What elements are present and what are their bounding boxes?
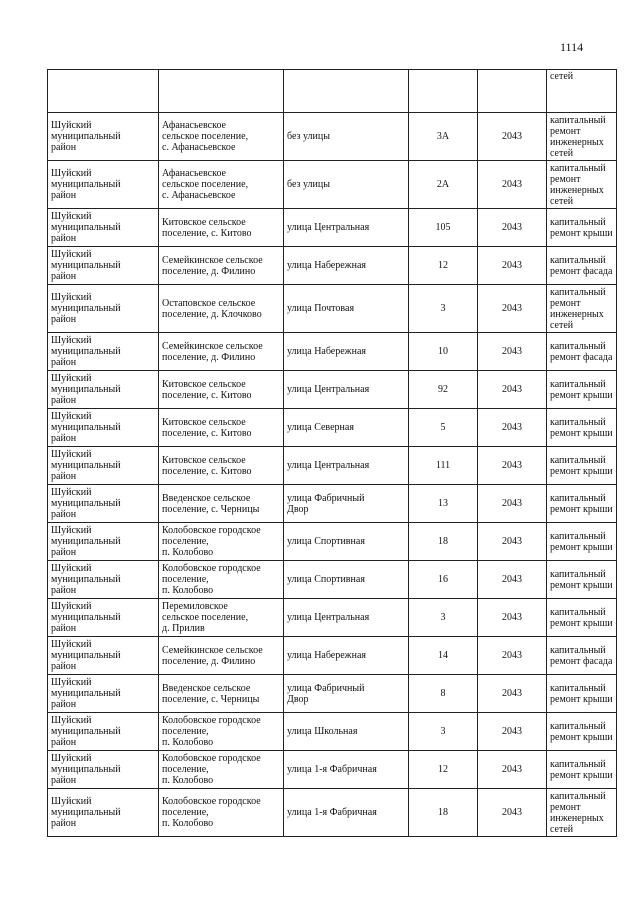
table-row (48, 599, 617, 637)
year-cell-text: 2043 (502, 346, 522, 357)
work-type-cell-text: капитальный ремонт крыши (550, 758, 613, 781)
settlement-cell-text: Колобовское городское поселение, п. Колобово (162, 525, 261, 558)
street-cell-text: улица Спортивная (287, 574, 365, 585)
year-cell (478, 113, 547, 161)
year-cell (478, 371, 547, 409)
street-cell (284, 447, 409, 485)
settlement-cell-text: Колобовское городское поселение, п. Колобово (162, 753, 261, 786)
street-cell (284, 371, 409, 409)
settlement-cell (159, 447, 284, 485)
table-row (48, 113, 617, 161)
district-cell (48, 637, 159, 675)
work-type-cell (547, 789, 617, 837)
street-cell (284, 599, 409, 637)
district-cell (48, 333, 159, 371)
district-cell (48, 485, 159, 523)
work-type-cell (547, 675, 617, 713)
settlement-cell (159, 113, 284, 161)
street-cell-text: улица Центральная (287, 460, 370, 471)
work-type-cell-text: капитальный ремонт крыши (550, 720, 613, 743)
house-cell-text: 18 (438, 807, 448, 818)
district-cell (48, 675, 159, 713)
year-cell-text: 2043 (502, 222, 522, 233)
district-cell-text: Шуйский муниципальный район (51, 677, 121, 710)
table-row (48, 485, 617, 523)
settlement-cell (159, 70, 284, 113)
house-cell (409, 209, 478, 247)
district-cell-text: Шуйский муниципальный район (51, 449, 121, 482)
settlement-cell-text: Семейкинское сельское поселение, д. Филино (162, 254, 263, 277)
table-row (48, 751, 617, 789)
house-cell (409, 161, 478, 209)
work-type-cell (547, 637, 617, 675)
street-cell (284, 485, 409, 523)
house-cell (409, 371, 478, 409)
house-cell (409, 675, 478, 713)
street-cell (284, 209, 409, 247)
table-body (48, 70, 617, 837)
table-row (48, 333, 617, 371)
settlement-cell (159, 371, 284, 409)
year-cell (478, 409, 547, 447)
district-cell (48, 285, 159, 333)
street-cell (284, 113, 409, 161)
year-cell (478, 285, 547, 333)
settlement-cell-text: Колобовское городское поселение, п. Колобово (162, 715, 261, 748)
street-cell-text: улица 1-я Фабричная (287, 807, 377, 818)
year-cell-text: 2043 (502, 498, 522, 509)
table-row-continued (48, 70, 617, 113)
table-row (48, 561, 617, 599)
work-type-cell-text: капитальный ремонт фасада (550, 254, 613, 277)
house-cell-text: 3А (436, 131, 450, 142)
district-cell-text: Шуйский муниципальный район (51, 639, 121, 672)
work-type-cell (547, 485, 617, 523)
settlement-cell (159, 333, 284, 371)
year-cell-text: 2043 (502, 650, 522, 661)
work-type-cell (547, 447, 617, 485)
year-cell (478, 209, 547, 247)
year-cell-text: 2043 (502, 260, 522, 271)
settlement-cell (159, 751, 284, 789)
house-cell-text: 3 (440, 612, 446, 623)
work-type-cell-text: капитальный ремонт инженерных сетей (550, 114, 606, 159)
work-type-cell-text: капитальный ремонт крыши (550, 416, 613, 439)
settlement-cell-text: Китовское сельское поселение, с. Китово (162, 378, 252, 401)
work-type-cell (547, 285, 617, 333)
year-cell (478, 789, 547, 837)
work-type-cell-text: капитальный ремонт инженерных сетей (550, 286, 606, 331)
settlement-cell (159, 485, 284, 523)
district-cell (48, 409, 159, 447)
house-cell-text: 12 (438, 260, 448, 271)
work-type-cell (547, 333, 617, 371)
street-cell (284, 247, 409, 285)
settlement-cell (159, 523, 284, 561)
work-type-cell (547, 599, 617, 637)
settlement-cell (159, 599, 284, 637)
district-cell-text: Шуйский муниципальный район (51, 292, 121, 325)
year-cell (478, 161, 547, 209)
house-cell (409, 561, 478, 599)
year-cell (478, 447, 547, 485)
house-cell-text: 5 (440, 422, 446, 433)
work-type-cell (547, 713, 617, 751)
settlement-cell-text: Китовское сельское поселение, с. Китово (162, 216, 252, 239)
page-number: 1114 (560, 40, 584, 54)
year-cell (478, 713, 547, 751)
house-cell (409, 447, 478, 485)
table-row (48, 409, 617, 447)
repair-schedule-table (47, 69, 617, 837)
year-cell-text: 2043 (502, 422, 522, 433)
street-cell-text: улица Фабричный Двор (287, 492, 365, 515)
house-cell-text: 92 (438, 384, 448, 395)
year-cell (478, 599, 547, 637)
street-cell-text: улица Северная (287, 422, 354, 433)
house-cell-text: 16 (438, 574, 448, 585)
district-cell (48, 209, 159, 247)
district-cell-text: Шуйский муниципальный район (51, 715, 121, 748)
year-cell-text: 2043 (502, 574, 522, 585)
settlement-cell-text: Введенское сельское поселение, с. Черницы (162, 682, 260, 705)
street-cell-text: без улицы (287, 179, 330, 190)
settlement-cell (159, 713, 284, 751)
street-cell-text: улица Набережная (287, 346, 366, 357)
year-cell (478, 247, 547, 285)
work-type-cell (547, 561, 617, 599)
settlement-cell-text: Китовское сельское поселение, с. Китово (162, 454, 252, 477)
table-row (48, 713, 617, 751)
table-row (48, 447, 617, 485)
house-cell (409, 599, 478, 637)
district-cell-text: Шуйский муниципальный район (51, 211, 121, 244)
year-cell (478, 523, 547, 561)
year-cell (478, 675, 547, 713)
street-cell-text: улица Почтовая (287, 303, 355, 314)
work-type-cell-text: капитальный ремонт крыши (550, 216, 613, 239)
district-cell (48, 70, 159, 113)
house-cell-text: 105 (435, 222, 451, 233)
district-cell-text: Шуйский муниципальный район (51, 796, 121, 829)
district-cell (48, 161, 159, 209)
table-row (48, 209, 617, 247)
street-cell-text: улица 1-я Фабричная (287, 764, 377, 775)
street-cell-text: улица Набережная (287, 650, 366, 661)
district-cell-text: Шуйский муниципальный район (51, 563, 121, 596)
table-row (48, 285, 617, 333)
street-cell (284, 333, 409, 371)
district-cell-text: Шуйский муниципальный район (51, 249, 121, 282)
house-cell (409, 113, 478, 161)
year-cell-text: 2043 (502, 807, 522, 818)
street-cell (284, 561, 409, 599)
year-cell-text: 2043 (502, 460, 522, 471)
settlement-cell (159, 285, 284, 333)
district-cell-text: Шуйский муниципальный район (51, 373, 121, 406)
district-cell (48, 247, 159, 285)
settlement-cell-text: Афанасьевское сельское поселение, с. Афанасьевское (162, 168, 249, 201)
settlement-cell (159, 675, 284, 713)
work-type-cell-text: капитальный ремонт крыши (550, 530, 613, 553)
table-row (48, 161, 617, 209)
street-cell-text: улица Набережная (287, 260, 366, 271)
year-cell-text: 2043 (502, 726, 522, 737)
year-cell (478, 561, 547, 599)
year-cell (478, 333, 547, 371)
street-cell-text: улица Спортивная (287, 536, 365, 547)
work-type-cell-text: капитальный ремонт крыши (550, 682, 613, 705)
district-cell (48, 371, 159, 409)
settlement-cell-text: Колобовское городское поселение, п. Колобово (162, 796, 261, 829)
street-cell (284, 285, 409, 333)
district-cell (48, 113, 159, 161)
house-cell (409, 523, 478, 561)
year-cell-text: 2043 (502, 688, 522, 699)
district-cell-text: Шуйский муниципальный район (51, 601, 121, 634)
settlement-cell (159, 789, 284, 837)
settlement-cell (159, 637, 284, 675)
year-cell-text: 2043 (502, 384, 522, 395)
district-cell-text: Шуйский муниципальный район (51, 411, 121, 444)
settlement-cell-text: Семейкинское сельское поселение, д. Филино (162, 644, 263, 667)
house-cell (409, 70, 478, 113)
table-row (48, 523, 617, 561)
table-row (48, 247, 617, 285)
house-cell-text: 12 (438, 764, 448, 775)
house-cell-text: 3 (440, 726, 446, 737)
street-cell-text: улица Центральная (287, 612, 370, 623)
house-cell (409, 333, 478, 371)
district-cell-text: Шуйский муниципальный район (51, 168, 121, 201)
work-type-cell: сетей (547, 70, 617, 113)
year-cell-text: 2043 (502, 303, 522, 314)
district-cell-text: Шуйский муниципальный район (51, 335, 121, 368)
district-cell-text: Шуйский муниципальный район (51, 525, 121, 558)
work-type-cell (547, 751, 617, 789)
settlement-cell-text: Колобовское городское поселение, п. Колобово (162, 563, 261, 596)
table-row (48, 637, 617, 675)
street-cell-text: улица Центральная (287, 384, 370, 395)
year-cell (478, 70, 547, 113)
street-cell (284, 70, 409, 113)
house-cell (409, 637, 478, 675)
work-type-cell (547, 161, 617, 209)
work-type-cell (547, 371, 617, 409)
street-cell (284, 523, 409, 561)
work-type-cell (547, 523, 617, 561)
settlement-cell (159, 409, 284, 447)
district-cell (48, 751, 159, 789)
house-cell (409, 247, 478, 285)
work-type-cell-text: капитальный ремонт фасада (550, 340, 613, 363)
street-cell-text: без улицы (287, 131, 330, 142)
work-type-cell-text: капитальный ремонт крыши (550, 606, 613, 629)
house-cell-text: 8 (440, 688, 446, 699)
table-row (48, 789, 617, 837)
street-cell (284, 409, 409, 447)
year-cell (478, 637, 547, 675)
settlement-cell-text: Введенское сельское поселение, с. Черницы (162, 492, 260, 515)
house-cell (409, 409, 478, 447)
settlement-cell-text: Перемиловское сельское поселение, д. Прилив (162, 601, 249, 634)
street-cell (284, 713, 409, 751)
house-cell-text: 14 (438, 650, 448, 661)
year-cell-text: 2043 (502, 536, 522, 547)
work-type-cell (547, 113, 617, 161)
house-cell-text: 2А (436, 179, 450, 190)
street-cell (284, 675, 409, 713)
work-type-cell-text: капитальный ремонт инженерных сетей (550, 162, 606, 207)
year-cell (478, 751, 547, 789)
street-cell (284, 751, 409, 789)
work-type-cell-text: капитальный ремонт крыши (550, 568, 613, 591)
settlement-cell (159, 247, 284, 285)
work-type-cell-text: капитальный ремонт инженерных сетей (550, 790, 606, 835)
street-cell-text: улица Школьная (287, 726, 358, 737)
house-cell (409, 485, 478, 523)
work-type-cell (547, 247, 617, 285)
work-type-cell-text: капитальный ремонт фасада (550, 644, 613, 667)
house-cell-text: 18 (438, 536, 448, 547)
street-cell (284, 637, 409, 675)
district-cell-text: Шуйский муниципальный район (51, 753, 121, 786)
work-type-cell (547, 409, 617, 447)
district-cell (48, 523, 159, 561)
district-cell (48, 447, 159, 485)
house-cell-text: 10 (438, 346, 448, 357)
district-cell (48, 713, 159, 751)
work-type-cell-text: капитальный ремонт крыши (550, 454, 613, 477)
house-cell (409, 713, 478, 751)
house-cell-text: 13 (438, 498, 448, 509)
settlement-cell (159, 161, 284, 209)
street-cell (284, 789, 409, 837)
district-cell-text: Шуйский муниципальный район (51, 487, 121, 520)
house-cell (409, 285, 478, 333)
district-cell (48, 561, 159, 599)
district-cell-text: Шуйский муниципальный район (51, 120, 121, 153)
year-cell-text: 2043 (502, 612, 522, 623)
work-type-cell-text: капитальный ремонт крыши (550, 492, 613, 515)
year-cell (478, 485, 547, 523)
street-cell (284, 161, 409, 209)
table-row (48, 371, 617, 409)
work-type-cell (547, 209, 617, 247)
settlement-cell-text: Китовское сельское поселение, с. Китово (162, 416, 252, 439)
street-cell-text: улица Центральная (287, 222, 370, 233)
settlement-cell-text: Остаповское сельское поселение, д. Клочково (162, 297, 262, 320)
year-cell-text: 2043 (502, 131, 522, 142)
house-cell-text: 111 (435, 460, 451, 471)
house-cell-text: 3 (440, 303, 446, 314)
house-cell (409, 751, 478, 789)
year-cell-text: 2043 (502, 179, 522, 190)
settlement-cell-text: Семейкинское сельское поселение, д. Филино (162, 340, 263, 363)
settlement-cell (159, 209, 284, 247)
work-type-cell-text: капитальный ремонт крыши (550, 378, 613, 401)
table-row (48, 675, 617, 713)
house-cell (409, 789, 478, 837)
settlement-cell-text: Афанасьевское сельское поселение, с. Афанасьевское (162, 120, 249, 153)
settlement-cell (159, 561, 284, 599)
district-cell (48, 599, 159, 637)
street-cell-text: улица Фабричный Двор (287, 682, 365, 705)
district-cell (48, 789, 159, 837)
year-cell-text: 2043 (502, 764, 522, 775)
